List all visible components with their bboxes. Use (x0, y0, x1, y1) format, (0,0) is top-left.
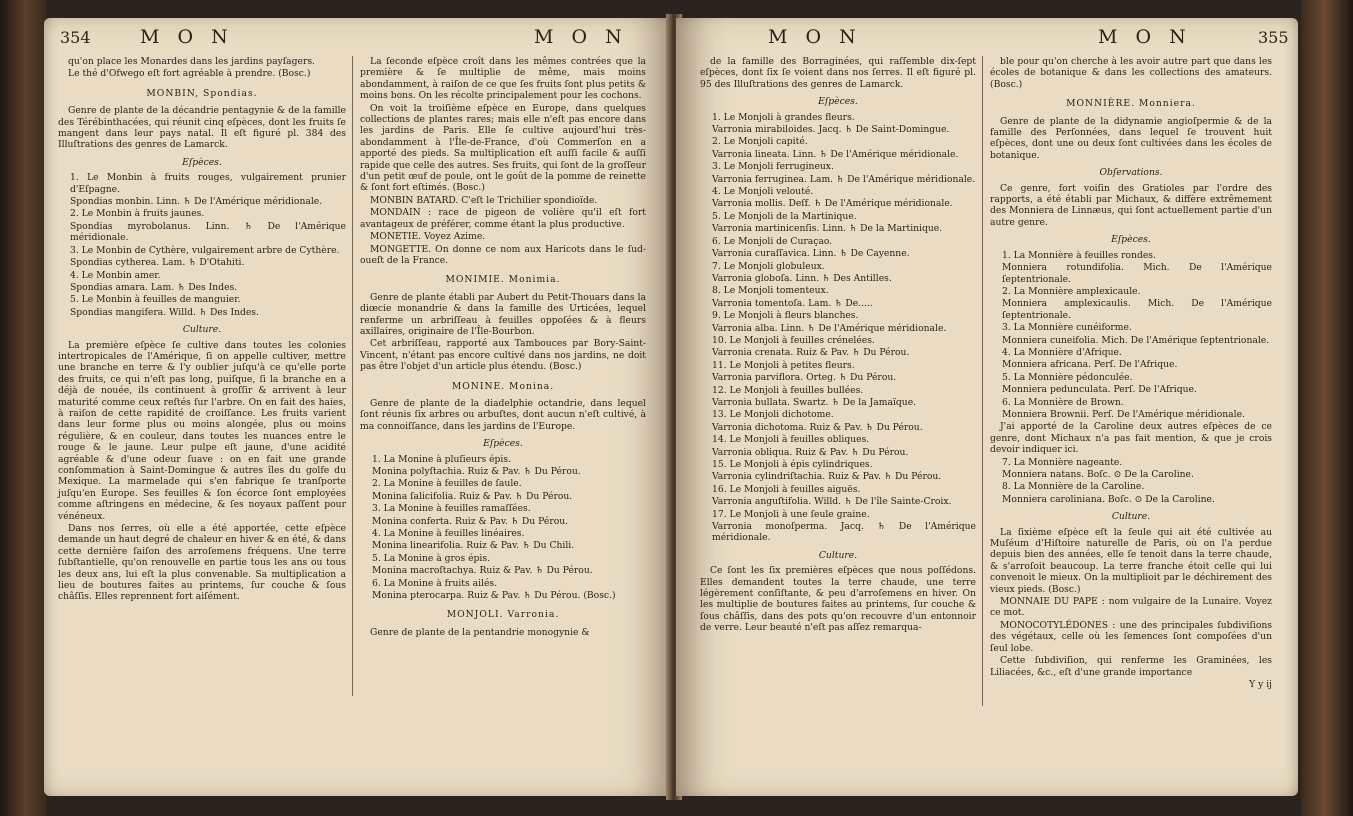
paragraph: Genre de plante de la diadelphie octandrie, dans lequel ſont réunis ſix arbres ou arbuſtes, dont aucun n'eſt cultivé, à ma connoiſſance, dans les jardins de l'Europe. (360, 397, 646, 432)
right-page (676, 18, 1298, 796)
species-entry: 5. Le Monjoli de la Martinique. (712, 210, 857, 222)
species-entry: 2. Le Monbin à fruits jaunes. (70, 208, 205, 220)
section-heading: Eſpèces. (182, 156, 222, 168)
species-entry: 17. Le Monjoli à une ſeule graine. (712, 508, 870, 520)
paragraph: qu'on place les Monardes dans les jardins payſagers. (68, 56, 315, 67)
running-head: M O N (1098, 26, 1192, 48)
species-entry: Varronia bullata. Swartz. ♄ De la Jamaïque. (712, 396, 917, 408)
paragraph: Genre de plante établi par Aubert du Petit-Thouars dans la diœcie monandrie & dans la famille des Urticées, lequel renferme un arbriſſeau à feuilles oppoſées & à fleurs axillaires, originaire de l'Île-Bourbon. (360, 291, 646, 337)
species-entry: 7. Le Monjoli globuleux. (712, 260, 825, 272)
species-entry: Spondias monbin. Linn. ♄ De l'Amérique méridionale. (70, 196, 323, 208)
species-entry: Varronia curaſſavica. Linn. ♄ De Cayenne. (712, 248, 910, 260)
species-entry: Spondias mangifera. Willd. ♄ Des Indes. (70, 306, 259, 318)
species-entry: Monniera rotundifolia. Mich. De l'Amérique ſeptentrionale. (1002, 262, 1272, 285)
paragraph: MONOCOTYLÉDONES : une des principales ſubdiviſions des végétaux, celle où les ſemences ſont compoſées d'un ſeul lobe. (990, 619, 1272, 654)
species-entry: 1. Le Monjoli à grandes fleurs. (712, 111, 855, 123)
entry-heading: MONJOLI. Varronia. (446, 609, 560, 621)
species-entry: 2. La Monnière amplexicaule. (1002, 285, 1141, 297)
entry-heading: MONNIÈRE. Monniera. (1066, 98, 1196, 110)
species-entry: Monniera natans. Boſc. ⊙ De la Caroline. (1002, 469, 1194, 480)
species-entry: 1. La Monnière à feuilles rondes. (1002, 249, 1156, 261)
paragraph: Cet arbriſſeau, rapporté aux Tambouces par Bory-Saint-Vincent, n'étant pas encore cultivé dans nos jardins, ne doit pas être l'objet d'un article plus étendu. (Bosc.) (360, 338, 646, 373)
text-column (990, 56, 1272, 691)
species-entry: Varronia dichotoma. Ruiz & Pav. ♄ Du Pérou. (712, 421, 923, 433)
species-entry: 12. Le Monjoli à feuilles bullées. (712, 384, 864, 396)
species-entry: Monniera Brownii. Perſ. De l'Amérique méridionale. (1002, 408, 1245, 420)
species-entry: Varronia cylindriſtachia. Ruiz & Pav. ♄ Du Pérou. (712, 471, 942, 483)
species-entry: Monniera amplexicaulis. Mich. De l'Amérique ſeptentrionale. (1002, 298, 1272, 321)
paragraph: La ſixième eſpèce eſt la ſeule qui ait été cultivée au Muſéum d'Hiſtoire naturelle de Paris, où on l'a perdue depuis bien des années, elle ſe tenoit dans la terre chaude, & s'arroſoit beaucoup. La terre franche étoit celle qui lui convenoit le mieux. On la multiplioit par le déchirement des vieux pieds. (Bosc.) (990, 526, 1272, 595)
paragraph: ble pour qu'on cherche à les avoir autre part que dans les écoles de botanique & dans les collections des amateurs. (Bosc.) (990, 56, 1272, 90)
running-head: M O N (534, 26, 628, 48)
species-entry: Spondias amara. Lam. ♄ Des Indes. (70, 281, 238, 293)
species-entry: 9. Le Monjoli à fleurs blanches. (712, 310, 859, 322)
text-column (700, 56, 976, 635)
paragraph: MONGETTE. On donne ce nom aux Haricots dans le ſud-oueſt de la France. (360, 243, 646, 266)
species-entry: 3. La Monnière cunéiforme. (1002, 322, 1132, 334)
paragraph: Genre de plante de la pentandrie monogynie & (370, 626, 590, 638)
paragraph: Genre de plante de la décandrie pentagynie & de la famille des Térébinthacées, qui réunit cinq eſpèces, dont les fruits ſe mangent dans leur pays natal. Il eſt figuré pl. 384 des Illuſtrations des genres de Lamarck. (58, 105, 346, 151)
paragraph: MONDAIN : race de pigeon de volière qu'il eſt fort avantageux de préférer, comme étant la plus productive. (360, 207, 646, 230)
species-entry: Monina pterocarpa. Ruiz & Pav. ♄ Du Pérou. (Bosc.) (372, 590, 616, 602)
species-entry: Monniera cuneifolia. Mich. De l'Amérique ſeptentrionale. (1002, 334, 1270, 346)
species-entry: 4. La Monine à feuilles linéaires. (372, 528, 525, 540)
species-entry: 3. Le Monjoli ferrugineux. (712, 161, 834, 173)
text-column (360, 56, 646, 639)
paragraph: Le thé d'Ofwego eſt fort agréable à prendre. (Bosc.) (68, 68, 311, 80)
species-entry: 1. Le Monbin à fruits rouges, vulgairement prunier d'Eſpagne. (70, 172, 346, 195)
species-entry: Monina polyſtachia. Ruiz & Pav. ♄ Du Pérou. (372, 466, 581, 477)
species-entry: 2. Le Monjoli capité. (712, 136, 808, 148)
species-entry: Varronia tomentoſa. Lam. ♄ De..... (712, 297, 873, 309)
paragraph: Cette ſubdiviſion, qui renferme les Graminées, les Liliacées, &c., eſt d'une grande importance (990, 655, 1272, 678)
species-entry: 4. Le Monbin amer. (70, 269, 161, 281)
species-entry: Spondias myrobolanus. Linn. ♄ De l'Amérique méridionale. (70, 220, 346, 244)
species-entry: 8. Le Monjoli tomenteux. (712, 285, 829, 297)
species-entry: 6. La Monnière de Brown. (1002, 396, 1124, 408)
species-entry: Varronia mollis. Deſf. ♄ De l'Amérique méridionale. (712, 198, 953, 210)
paragraph: MONBIN BATARD. C'eſt le Trichilier spondioïde. (370, 194, 598, 206)
signature-mark: Y y ij (1249, 678, 1272, 690)
species-entry: 15. Le Monjoli à épis cylindriques. (712, 459, 873, 470)
paragraph: Ce genre, fort voiſin des Gratioles par l'ordre des rapports, a été établi par Michaux, & diffère extrêmement des Monniera de Linnæus, qui ſont actuellement partie d'un autre genre. (990, 182, 1272, 228)
species-entry: Varronia anguſtifolia. Willd. ♄ De l'île Sainte-Croix. (712, 496, 952, 508)
species-entry: Monina ſalicifolia. Ruiz & Pav. ♄ Du Pérou. (372, 490, 573, 502)
paragraph: Ce ſont les ſix premières eſpèces que nous poſſédons. Elles demandent toutes la terre chaude, une terre légèrement conſiſtante, & peu d'arroſemens en hiver. On les multiplie de boutures faites au printems, ſur couche & ſous châſſis, dans des pots qu'on recouvre d'un entonnoir de verre. Leur beauté n'eſt pas aſſez remarqua- (700, 565, 976, 634)
page-number: 355 (1258, 28, 1289, 47)
species-entry: 10. Le Monjoli à feuilles crénelées. (712, 334, 875, 346)
species-entry: 4. Le Monjoli velouté. (712, 186, 814, 198)
column-rule (352, 56, 353, 696)
species-entry: Varronia ferruginea. Lam. ♄ De l'Amérique méridionale. (712, 173, 976, 185)
page-number: 354 (60, 28, 91, 47)
left-page (44, 18, 671, 796)
species-entry: 4. La Monnière d'Afrique. (1002, 346, 1122, 358)
entry-heading: MONIMIE. Monimia. (445, 274, 561, 286)
section-heading: Eſpèces. (818, 96, 858, 108)
species-entry: Monniera pedunculata. Perſ. De l'Afrique. (1002, 384, 1197, 396)
paragraph: de la famille des Borraginées, qui raſſemble dix-ſept eſpèces, dont ſix ſe voient dans nos ſerres. Il eſt figuré pl. 95 des Illuſtrations des genres de Lamarck. (700, 56, 976, 90)
paragraph: Dans nos ſerres, où elle a été apportée, cette eſpèce demande un haut degré de chaleur en hiver & en été, & dans cette dernière ſaiſon des arroſemens fréquens. Une terre ſubſtantielle, qu'on renouvelle en partie tous les ans ou tous les deux ans, lui eſt la plus convenable. Sa multiplication a lieu de boutures faites au printems, ſur couche & ſous châſſis. Elles reprennent fort aiſément. (58, 523, 346, 603)
species-entry: 3. La Monine à feuilles ramaſſées. (372, 503, 531, 515)
species-entry: Monina conferta. Ruiz & Pav. ♄ Du Pérou. (372, 515, 569, 527)
running-head: M O N (140, 26, 234, 48)
paragraph: La première eſpèce ſe cultive dans toutes les colonies intertropicales de l'Amérique, ſi on appelle cultiver, mettre une branche en terre & l'y oublier juſqu'à ce qu'elle porte des fruits, ce qui n'eſt pas long, puiſque, ſi la branche en a déjà de nouée, ils continuent à groſſir & arrivent à leur maturité comme ceux reſtés ſur l'arbre. On en fait des haies, à raiſon de cette rapidité de croiſſance. Les fruits varient dans leur forme plus ou moins alongée, plus ou moins régulière, & en couleur, dans toutes les nuances entre le rouge & le jaune. Leur pulpe eſt jaune, d'une acidité agréable & d'une odeur ſuave : on en fait une grande conſommation à Saint-Domingue & autres îles du golfe du Mexique. La marmelade qui s'en fabrique ſe tranſporte juſqu'en Europe. Ses feuilles & ſon écorce ſont employées comme aſtringens en médecine, & ſes noyaux paſſent pour vénéneux. (58, 339, 346, 522)
paragraph: MONETIE. Voyez Azime. (370, 231, 486, 243)
paragraph: MONNAIE DU PAPE : nom vulgaire de la Lunaire. Voyez ce mot. (990, 596, 1272, 619)
entry-heading: MONINE. Monina. (451, 380, 555, 392)
species-entry: 8. La Monnière de la Caroline. (1002, 481, 1145, 493)
species-entry: 6. La Monine à fruits ailés. (372, 577, 498, 589)
paragraph: Genre de plante de la didynamie angioſpermie & de la famille des Perſonnées, dans lequel ſe trouvent huit eſpèces, dont une ou deux ſont cultivées dans les écoles de botanique. (990, 115, 1272, 161)
species-entry: Monina linearifolia. Ruiz & Pav. ♄ Du Chili. (372, 540, 575, 552)
section-heading: Eſpèces. (483, 438, 523, 450)
species-entry: Spondias cytherea. Lam. ♄ D'Otahiti. (70, 257, 245, 269)
species-entry: 2. La Monine à feuilles de ſaule. (372, 478, 522, 490)
species-entry: Varronia parviflora. Orteg. ♄ Du Pérou. (712, 372, 897, 384)
species-entry: Varronia monoſperma. Jacq. ♄ De l'Amérique méridionale. (712, 521, 976, 544)
species-entry: 6. Le Monjoli de Curaçao. (712, 235, 833, 247)
species-entry: 16. Le Monjoli à feuilles aiguës. (712, 483, 861, 495)
section-heading: Culture. (182, 324, 222, 336)
species-entry: Monina macroſtachya. Ruiz & Pav. ♄ Du Pérou. (372, 565, 593, 577)
species-entry: Varronia obliqua. Ruiz & Pav. ♄ Du Pérou. (712, 446, 909, 458)
entry-heading: MONBIN, Spondias. (146, 87, 258, 99)
species-entry: Monniera caroliniana. Boſc. ⊙ De la Caroline. (1002, 493, 1215, 505)
paragraph: J'ai apporté de la Caroline deux autres eſpèces de ce genre, dont Michaux n'a pas fait mention, & que je crois devoir indiquer ici. (990, 421, 1272, 456)
species-entry: Varronia globoſa. Linn. ♄ Des Antilles. (712, 272, 892, 284)
species-entry: 14. Le Monjoli à feuilles obliques. (712, 434, 870, 446)
section-heading: Culture. (1111, 511, 1151, 523)
column-rule (982, 56, 983, 706)
running-head: M O N (768, 26, 862, 48)
species-entry: 7. La Monnière nageante. (1002, 456, 1123, 468)
text-column (58, 56, 346, 604)
species-entry: Varronia martinicenſis. Linn. ♄ De la Martinique. (712, 223, 943, 235)
species-entry: Varronia crenata. Ruiz & Pav. ♄ Du Pérou. (712, 347, 910, 359)
section-heading: Eſpèces. (1111, 234, 1151, 246)
species-entry: 1. La Monine à pluſieurs épis. (372, 453, 512, 465)
section-heading: Obſervations. (1099, 167, 1163, 179)
species-entry: Varronia mirabiloides. Jacq. ♄ De Saint-Domingue. (712, 124, 950, 136)
species-entry: 5. Le Monbin à feuilles de manguier. (70, 294, 241, 306)
paragraph: La ſeconde eſpèce croît dans les mêmes contrées que la première & ſe multiplie de même, mais moins abondamment, à raiſon de ce que ſes fruits ſont plus petits & moins bons. On les récolte principalement pour les cochons. (360, 56, 646, 102)
species-entry: 3. Le Monbin de Cythère, vulgairement arbre de Cythère. (70, 244, 340, 256)
book-edge-left (0, 0, 46, 816)
species-entry: 5. La Monine à gros épis. (372, 552, 490, 564)
book-edge-right (1301, 0, 1353, 816)
section-heading: Culture. (818, 549, 858, 561)
species-entry: 13. Le Monjoli dichotome. (712, 409, 834, 421)
species-entry: 5. La Monnière pédonculée. (1002, 371, 1133, 383)
species-entry: 11. Le Monjoli à petites fleurs. (712, 359, 855, 371)
species-entry: Monniera africana. Perſ. De l'Afrique. (1002, 359, 1178, 371)
species-entry: Varronia lineata. Linn. ♄ De l'Amérique méridionale. (712, 148, 959, 160)
paragraph: On voit la troiſième eſpèce en Europe, dans quelques collections de plantes rares; mais elle n'eſt pas encore dans les jardins de Paris. Elle ſe cultive aujourd'hui très-abondamment à l'Île-de-France, d'où Commerſon en a apporté des pieds. Sa multiplication eſt auſſi facile & auſſi rapide que celle des autres. Ses fruits, qui ſont de la groſſeur d'un petit œuf de poule, ont le goût de la pomme de reinette & ſont fort eſtimés. (Bosc.) (360, 102, 646, 194)
species-entry: Varronia alba. Linn. ♄ De l'Amérique méridionale. (712, 322, 947, 334)
